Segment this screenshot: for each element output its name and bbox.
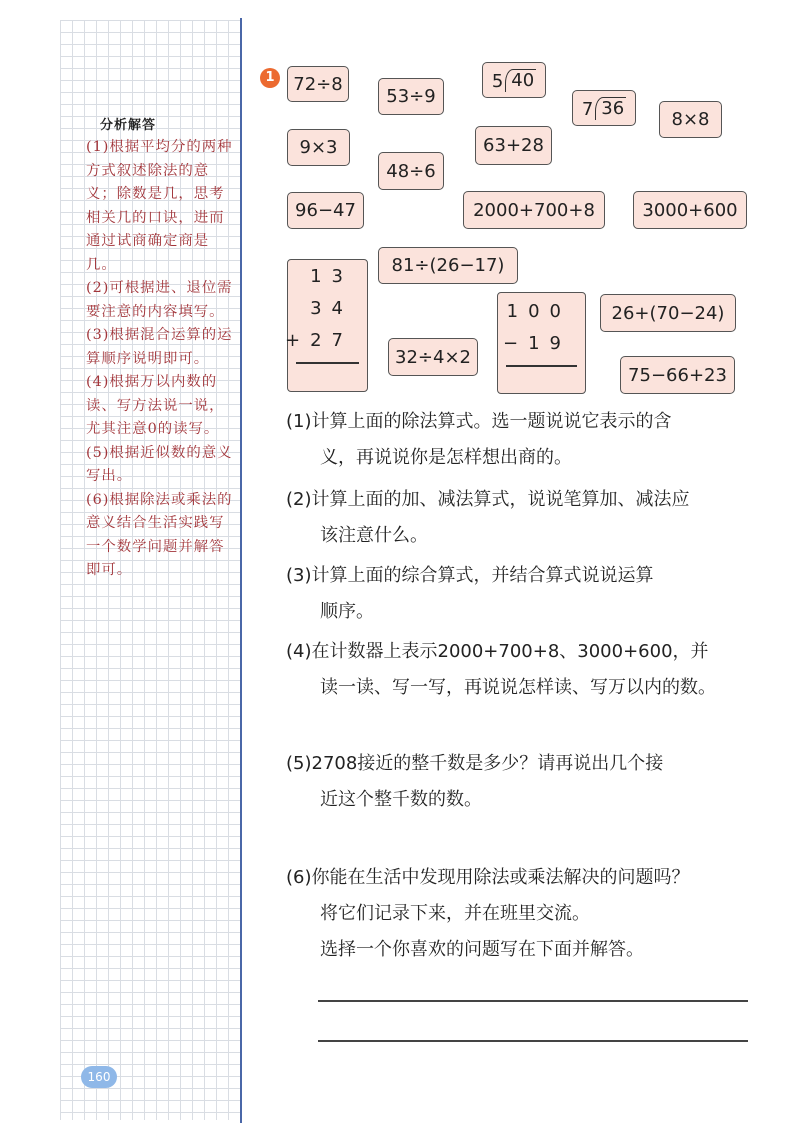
question-line: 将它们记录下来，并在班里交流。 xyxy=(320,903,590,924)
question-line: 选择一个你喜欢的问题写在下面并解答。 xyxy=(320,939,644,960)
addend-2: 34 xyxy=(310,298,353,319)
analysis-title: 分析解答 xyxy=(100,118,157,133)
answer-line-2[interactable] xyxy=(318,1040,748,1042)
card-2000-700-8: 2000+700+8 xyxy=(463,191,605,229)
card-63-plus-28: 63+28 xyxy=(475,126,552,165)
question-line: 你能在生活中发现用除法或乘法解决的问题吗？ xyxy=(311,867,690,888)
question-label: (6) xyxy=(286,867,312,888)
question-label: (1) xyxy=(286,411,312,432)
analysis-note-2: (2)可根据进、退位需要注意的内容填写。 xyxy=(86,280,233,320)
question-line: 该注意什么。 xyxy=(320,525,428,546)
sum-line xyxy=(296,362,359,364)
card-96-minus-47: 96−47 xyxy=(287,192,364,229)
question-line: 计算上面的加、减法算式，说说笔算加、减法应 xyxy=(311,489,690,510)
card-long-division-5-40 xyxy=(482,62,546,98)
long-division-5-40 xyxy=(492,69,536,92)
minuend: 100 xyxy=(506,301,571,322)
analysis-note-3: (3)根据混合运算的运算顺序说明即可。 xyxy=(86,327,233,367)
card-72-div-8: 72÷8 xyxy=(287,66,349,102)
analysis-note-4: (4)根据万以内数的读、写方法说一说，尤其注意0的读写。 xyxy=(86,374,225,437)
card-48-div-6: 48÷6 xyxy=(378,152,444,190)
question-label: (3) xyxy=(286,565,312,586)
question-line: 读一读、写一写，再说说怎样读、写万以内的数。 xyxy=(320,677,716,698)
card-26-plus-expr: 26+(70−24) xyxy=(600,294,736,332)
question-label: (5) xyxy=(286,753,312,774)
card-53-div-9: 53÷9 xyxy=(378,78,444,115)
answer-line-1[interactable] xyxy=(318,1000,748,1002)
dividend: 36 xyxy=(595,97,626,120)
addend-3: +27 xyxy=(285,330,353,351)
card-9-times-3: 9×3 xyxy=(287,129,350,166)
card-75-minus-66-plus-23: 75−66+23 xyxy=(620,356,735,394)
card-81-div-expr: 81÷(26−17) xyxy=(378,247,518,284)
question-3 xyxy=(286,558,756,630)
question-4 xyxy=(286,634,756,706)
subtrahend: −19 xyxy=(503,333,571,354)
question-line: 顺序。 xyxy=(320,601,374,622)
analysis-note-5: (5)根据近似数的意义写出。 xyxy=(86,444,233,484)
page-number: 160 xyxy=(81,1066,117,1088)
question-line: 计算上面的综合算式，并结合算式说说运算 xyxy=(311,565,654,586)
question-line: 义，再说说你是怎样想出商的。 xyxy=(320,447,572,468)
addend-1: 13 xyxy=(310,266,353,287)
analysis-notes xyxy=(86,136,234,583)
question-line: 计算上面的除法算式。选一题说说它表示的含 xyxy=(311,411,672,432)
question-1 xyxy=(286,404,756,476)
card-long-division-7-36 xyxy=(572,90,636,126)
difference-line xyxy=(506,365,577,367)
question-6 xyxy=(286,860,756,968)
analysis-note-1: (1)根据平均分的两种方式叙述除法的意义；除数是几，思考相关几的口诀，进而通过试商确定商是几。 xyxy=(86,139,233,273)
question-line: 2708接近的整千数是多少？请再说出几个接 xyxy=(311,753,664,774)
question-line: 在计数器上表示2000+700+8、3000+600，并 xyxy=(311,641,709,662)
divisor: 5 xyxy=(491,70,504,92)
dividend: 40 xyxy=(505,69,536,92)
question-label: (4) xyxy=(286,641,312,662)
question-2 xyxy=(286,482,756,554)
question-line: 近这个整千数的数。 xyxy=(320,789,482,810)
vertical-subtraction-card xyxy=(497,292,586,394)
exercise-number-badge: 1 xyxy=(260,68,280,88)
column-divider xyxy=(240,18,242,1123)
vertical-addition-card xyxy=(287,259,368,392)
question-label: (2) xyxy=(286,489,312,510)
long-division-7-36 xyxy=(582,97,626,120)
question-5 xyxy=(286,746,756,818)
card-32-div-4-times-2: 32÷4×2 xyxy=(388,338,478,376)
card-3000-600: 3000+600 xyxy=(633,191,747,229)
divisor: 7 xyxy=(581,98,594,120)
analysis-note-6: (6)根据除法或乘法的意义结合生活实践写一个数学问题并解答即可。 xyxy=(86,491,233,578)
card-8-times-8: 8×8 xyxy=(659,101,722,138)
